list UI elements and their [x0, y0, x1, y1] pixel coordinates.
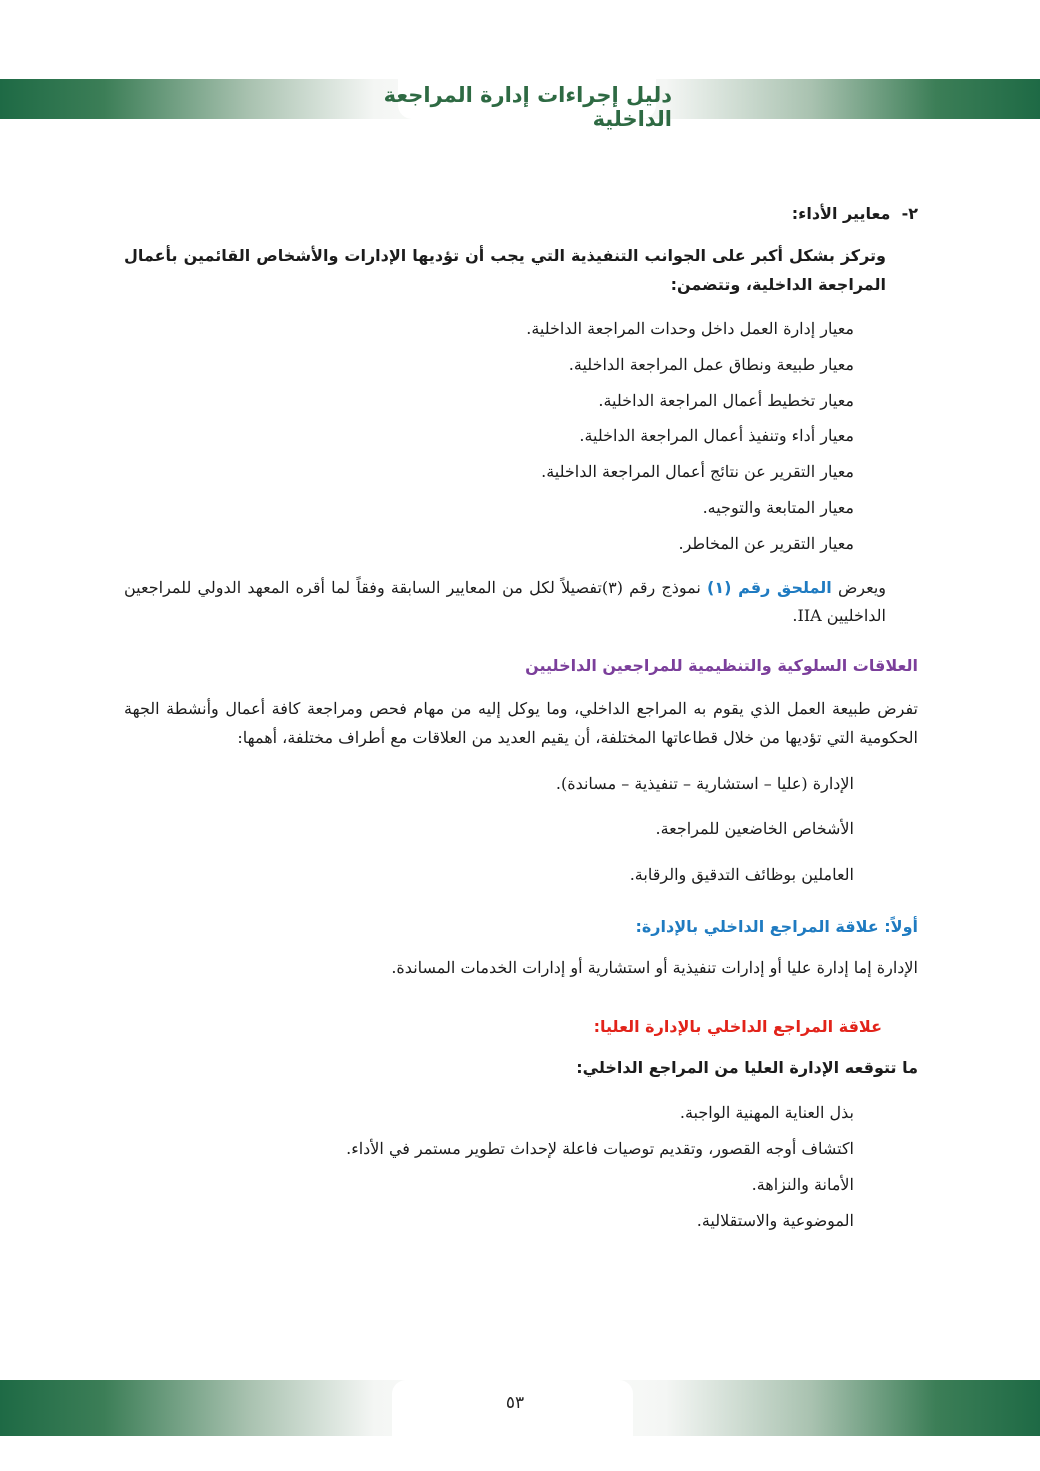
annex-link[interactable]: الملحق رقم (١) — [707, 578, 832, 597]
section-number: ٢- — [901, 204, 918, 223]
annex-rest: نموذج رقم (٣)تفصيلاً لكل من المعايير السابقة وفقاً لما أقره المعهد الدولي للمراجعين الداخليين IIA. — [124, 578, 886, 625]
party-item: الإدارة (عليا – استشارية – تنفيذية – مساندة). — [555, 774, 854, 793]
standard-item: معيار التقرير عن المخاطر. — [678, 534, 854, 553]
page-content — [124, 0, 918, 1471]
expectation-item: بذل العناية المهنية الواجبة. — [679, 1103, 854, 1122]
party-item: العاملين بوظائف التدقيق والرقابة. — [629, 865, 854, 884]
top-mgmt-question: ما تتوقعه الإدارة العليا من المراجع الداخلي: — [576, 1058, 918, 1077]
document-title: دليل إجراءات إدارة المراجعة الداخلية — [383, 83, 672, 131]
standard-item: معيار المتابعة والتوجيه. — [702, 498, 854, 517]
page-number: ٥٣ — [505, 1393, 525, 1413]
party-item: الأشخاص الخاضعين للمراجعة. — [655, 819, 854, 838]
standard-item: معيار تخطيط أعمال المراجعة الداخلية. — [598, 391, 854, 410]
expectation-item: الموضوعية والاستقلالية. — [696, 1211, 854, 1230]
standard-item: معيار أداء وتنفيذ أعمال المراجعة الداخلية. — [579, 426, 854, 445]
section-intro: وتركز بشكل أكبر على الجوانب التنفيذية التي يجب أن تؤديها الإدارات والأشخاص القائمين بأعمال المراجعة الداخلية، وتتضمن: — [124, 246, 886, 294]
first-text: الإدارة إما إدارة عليا أو إدارات تنفيذية أو استشارية أو إدارات الخدمات المساندة. — [391, 958, 918, 977]
standard-item: معيار طبيعة ونطاق عمل المراجعة الداخلية. — [568, 355, 854, 374]
expectation-item: اكتشاف أوجه القصور، وتقديم توصيات فاعلة لإحداث تطوير مستمر في الأداء. — [346, 1139, 854, 1158]
standard-item: معيار التقرير عن نتائج أعمال المراجعة الداخلية. — [541, 462, 854, 481]
section-title: معايير الأداء: — [791, 204, 891, 223]
expectation-item: الأمانة والنزاهة. — [751, 1175, 854, 1194]
relations-intro: تفرض طبيعة العمل الذي يقوم به المراجع الداخلي، وما يوكل إليه من مهام فحص ومراجعة كافة أعمال وأنشطة الجهة الحكومية التي تؤديها من خلال قطاعاتها المختلفة، أن يقيم العديد من العلاقات مع أطراف مختلفة، أهمها: — [124, 699, 918, 747]
relations-heading: العلاقات السلوكية والتنظيمية للمراجعين الداخليين — [525, 656, 918, 675]
top-mgmt-heading: علاقة المراجع الداخلي بالإدارة العليا: — [593, 1017, 882, 1036]
annex-prefix: ويعرض — [837, 578, 887, 597]
standard-item: معيار إدارة العمل داخل وحدات المراجعة الداخلية. — [526, 319, 854, 338]
section-heading — [792, 203, 918, 225]
annex-paragraph — [124, 574, 886, 630]
first-heading: أولاً: علاقة المراجع الداخلي بالإدارة: — [635, 917, 918, 936]
